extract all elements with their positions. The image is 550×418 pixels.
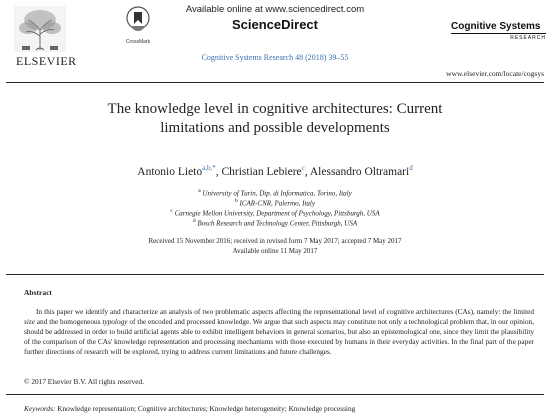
abstract-body: In this paper we identify and characterize an analysis of two problematic aspects affecting the representational level of cognitive architectures (CAs), namely: the limited size and the homogeneous typology of the encoded and processed knowledge. We argue that such aspects may constitute not only a technological problem that, in our opinion, should be addressed in order to build artificial agents able to exhibit intelligent behaviors in general scenarios, but also an epistemological one, since they limit the plausibility of the comparison of the CAs' knowledge representation and processing mechanisms with those executed by humans in their everyday activities. In the final part of the paper further directions of research will be explored, trying to address current limitations and future challenges.	[24, 307, 534, 356]
elsevier-tree-logo	[14, 6, 66, 52]
copyright-notice: © 2017 Elsevier B.V. All rights reserved.	[24, 377, 144, 386]
journal-citation-link[interactable]: Cognitive Systems Research 48 (2018) 39–55	[201, 53, 349, 62]
journal-logo	[451, 22, 546, 41]
article-title-line2: limitations and possible developments	[160, 120, 390, 136]
affiliation-text: ICAR-CNR, Palermo, Italy	[239, 199, 315, 208]
affiliation-mark: c	[170, 208, 173, 214]
available-online-text: Available online at www.sciencedirect.com	[185, 4, 365, 15]
affiliation	[0, 208, 550, 217]
crossmark-label: CrossMark	[125, 39, 151, 45]
article-title	[20, 100, 530, 138]
keywords-line	[24, 404, 355, 413]
author-name[interactable]: Antonio Lieto	[137, 165, 203, 178]
keywords-text: Knowledge representation; Cognitive architectures; Knowledge heterogeneity; Knowledge processing	[57, 404, 356, 413]
affiliation-mark: b	[235, 198, 238, 204]
author-marks[interactable]: d	[409, 164, 413, 172]
affiliation-text: Bosch Research and Technology Center, Pittsburgh, USA	[197, 219, 358, 228]
author-marks[interactable]: a,b,*	[202, 164, 216, 172]
affiliation-text: University of Turin, Dip. di Informatica, Torino, Italy	[202, 189, 352, 198]
keywords-divider	[6, 394, 544, 395]
abstract-heading: Abstract	[24, 288, 52, 297]
elsevier-wordmark: ELSEVIER	[16, 54, 77, 68]
crossmark-icon[interactable]	[126, 6, 150, 36]
author-list: Antonio Lieto$^{a,b,*}$, Christian Lebiere$^c$, Alessandro Oltramari$^d$	[137, 164, 413, 178]
abstract-top-divider	[6, 274, 544, 275]
affiliation	[0, 188, 550, 197]
available-date: Available online 11 May 2017	[232, 247, 318, 255]
author-name[interactable]: Alessandro Oltramari	[309, 165, 410, 178]
header-divider	[6, 82, 544, 83]
affiliation-text: Carnegie Mellon University, Department of Psychology, Pittsburgh, USA	[174, 209, 380, 218]
sciencedirect-wordmark: ScienceDirect	[232, 17, 318, 32]
author-name[interactable]: Christian Lebiere	[221, 165, 302, 178]
keywords-label: Keywords:	[24, 404, 56, 413]
journal-logo-title: Cognitive Systems	[451, 21, 541, 32]
journal-logo-subtitle: RESEARCH	[510, 35, 546, 41]
affiliation	[0, 218, 550, 227]
author-marks[interactable]: c	[301, 164, 305, 172]
received-dates: Received 15 November 2016; received in revised form 7 May 2017; accepted 7 May 2017	[148, 237, 402, 245]
article-title-line1: The knowledge level in cognitive architectures: Current	[107, 101, 443, 117]
affiliation	[0, 198, 550, 207]
journal-url-link[interactable]: www.elsevier.com/locate/cogsys	[446, 69, 544, 78]
affiliation-mark: a	[198, 188, 201, 194]
affiliation-mark: d	[192, 218, 196, 224]
